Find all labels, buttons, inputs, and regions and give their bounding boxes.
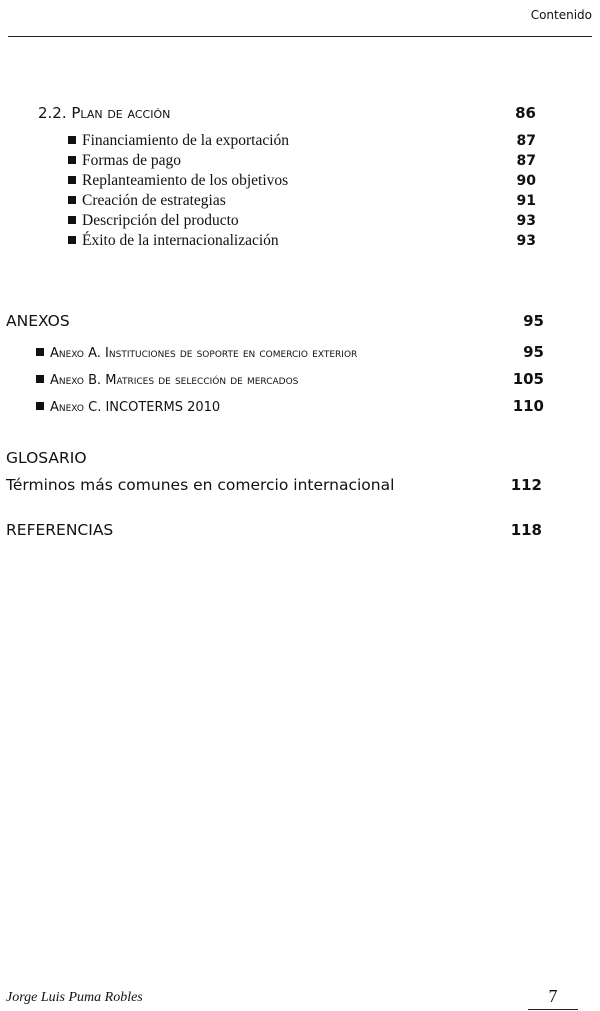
toc-subentry-page: 95: [523, 343, 544, 361]
toc-subentry-anexo-b[interactable]: [36, 370, 544, 388]
bullet-square-icon: [68, 196, 76, 204]
toc-subentry-label: Creación de estrategias: [82, 192, 226, 209]
toc-entry-page: 112: [510, 476, 542, 494]
footer-author: Jorge Luis Puma Robles: [6, 990, 143, 1005]
toc-subentry-page: 105: [512, 370, 544, 388]
toc-entry-title: 2.2. Plan de acción: [38, 104, 171, 122]
toc-subentry-page: 90: [516, 173, 536, 189]
toc-subentry[interactable]: [68, 152, 536, 170]
toc-subentry-page: 110: [512, 397, 544, 415]
toc-subentry[interactable]: [68, 212, 536, 230]
toc-subentry-page: 93: [516, 233, 536, 249]
toc-subentry-label: Anexo B. Matrices de selección de mercados: [50, 373, 299, 388]
header-divider: [8, 36, 592, 37]
toc-subentry-label: Anexo C. INCOTERMS 2010: [50, 400, 221, 415]
bullet-square-icon: [68, 176, 76, 184]
bullet-square-icon: [36, 375, 44, 383]
bullet-square-icon: [36, 348, 44, 356]
bullet-square-icon: [68, 236, 76, 244]
footer-page-number: 7: [528, 986, 578, 1010]
toc-subentry[interactable]: [68, 232, 536, 250]
toc-entry-page: 95: [523, 312, 544, 330]
toc-subentry[interactable]: [68, 172, 536, 190]
bullet-square-icon: [68, 156, 76, 164]
toc-subentry-label: Descripción del producto: [82, 212, 239, 229]
toc-subentry-label: Anexo A. Instituciones de soporte en comercio exterior: [50, 346, 358, 361]
toc-subentry-anexo-a[interactable]: [36, 343, 544, 361]
toc-subentry[interactable]: [68, 132, 536, 150]
toc-entry-referencias[interactable]: [6, 521, 542, 539]
toc-subentry-anexo-c[interactable]: [36, 397, 544, 415]
toc-entry-title: ANEXOS: [6, 312, 70, 330]
toc-subentry-label: Replanteamiento de los objetivos: [82, 172, 289, 189]
toc-subentry-page: 87: [516, 133, 536, 149]
toc-subentry-label: Financiamiento de la exportación: [82, 132, 290, 149]
running-header: Contenido: [530, 8, 592, 22]
bullet-square-icon: [68, 216, 76, 224]
toc-subentry-page: 91: [516, 193, 536, 209]
toc-entry-section-2-2[interactable]: [38, 104, 536, 122]
bullet-square-icon: [36, 402, 44, 410]
bullet-square-icon: [68, 136, 76, 144]
toc-subentry[interactable]: [68, 192, 536, 210]
toc-entry-title: GLOSARIO: [6, 449, 87, 467]
toc-subentry-label: Formas de pago: [82, 152, 182, 169]
toc-entry-page: 118: [510, 521, 542, 539]
toc-subentry-page: 87: [516, 153, 536, 169]
toc-entry-glosario-terms[interactable]: [6, 476, 542, 494]
toc-entry-title: REFERENCIAS: [6, 521, 114, 539]
toc-entry-glosario[interactable]: [6, 449, 544, 467]
toc-entry-anexos[interactable]: [6, 312, 544, 330]
toc-entry-page: 86: [515, 104, 536, 122]
toc-subentry-label: Éxito de la internacionalización: [82, 232, 279, 249]
toc-subentry-page: 93: [516, 213, 536, 229]
toc-entry-subtitle: Términos más comunes en comercio internacional: [6, 476, 395, 494]
